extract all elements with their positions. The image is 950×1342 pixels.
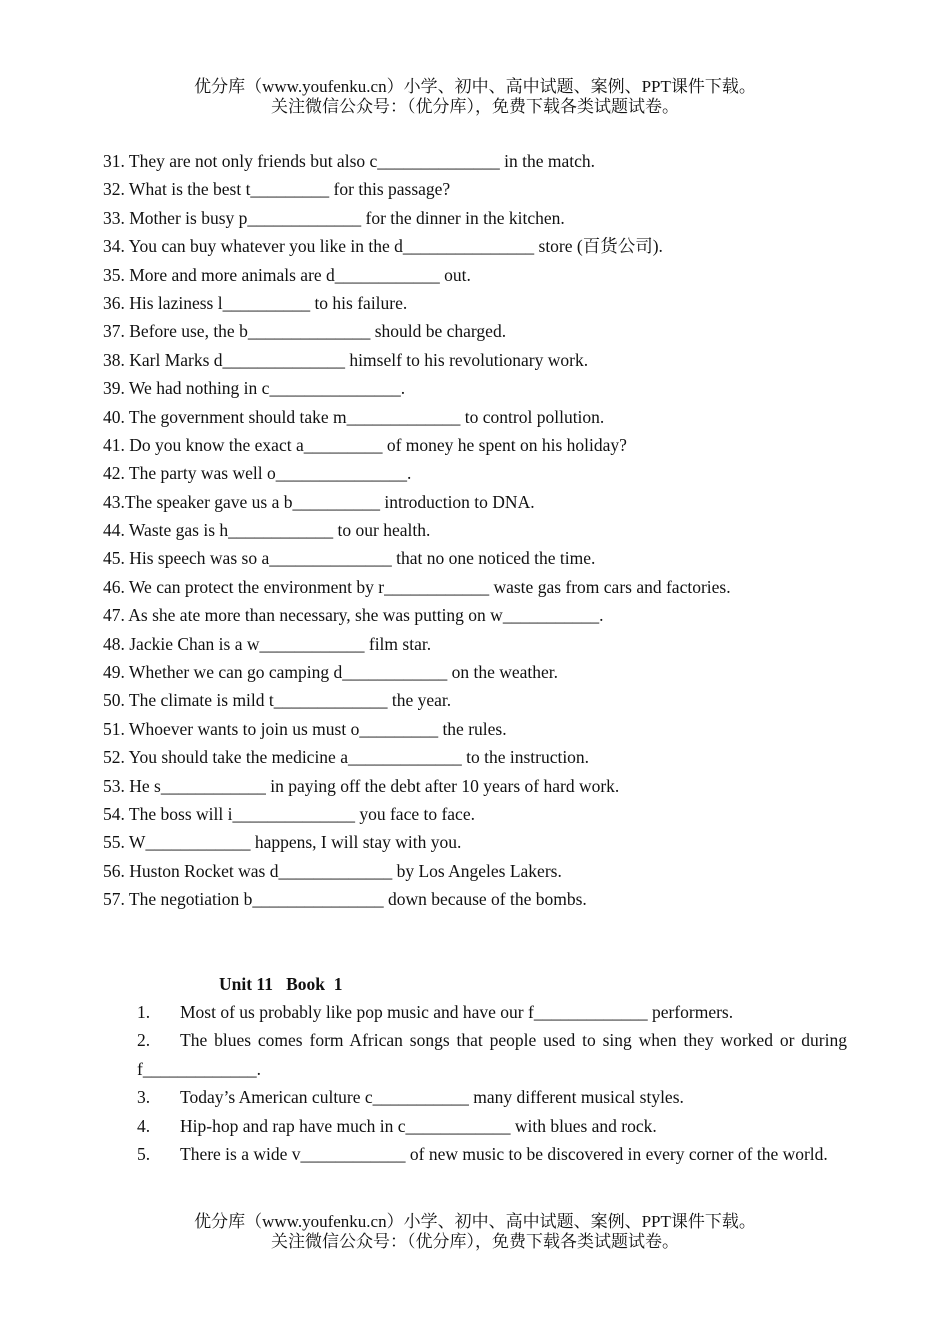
question-43: 43.The speaker gave us a b__________ introduction to DNA. (103, 491, 535, 512)
unit-item-number: 2. (137, 1030, 151, 1051)
unit-item-4 (137, 1112, 847, 1140)
question-53: 53. He s____________ in paying off the debt after 10 years of hard work. (103, 775, 620, 796)
footer-line-1: 优分库（www.youfenku.cn）小学、初中、高中试题、案例、PPT课件下载。 (194, 1212, 756, 1231)
unit-item-3 (137, 1083, 847, 1111)
question-31: 31. They are not only friends but also c______________ in the match. (103, 151, 596, 171)
unit-item-5 (137, 1140, 847, 1168)
unit-item-list (137, 998, 847, 1168)
unit-item-text: The blues comes form African songs that people used to sing when they worked or during f_____________. (137, 1030, 847, 1079)
question-57: 57. The negotiation b_______________ down because of the bombs. (103, 889, 587, 910)
question-45: 45. His speech was so a______________ that no one noticed the time. (103, 548, 596, 569)
question-35: 35. More and more animals are d____________ out. (103, 264, 471, 285)
unit-title: Unit 11 Book 1 (219, 974, 343, 994)
question-39: 39. We had nothing in c_______________. (103, 378, 406, 399)
question-42: 42. The party was well o_______________. (103, 463, 412, 484)
question-47: 47. As she ate more than necessary, she was putting on w___________. (103, 605, 604, 626)
question-33: 33. Mother is busy p_____________ for the dinner in the kitchen. (103, 207, 565, 228)
question-54: 54. The boss will i______________ you face to face. (103, 803, 475, 824)
unit-item-text: There is a wide v____________ of new music to be discovered in every corner of the world. (180, 1144, 828, 1165)
footer-line-2: 关注微信公众号：（优分库），免费下载各类试题试卷。 (271, 1232, 679, 1251)
unit-item-text: Today’s American culture c___________ many different musical styles. (180, 1087, 684, 1108)
unit-item-number: 4. (137, 1115, 151, 1136)
unit-item-number: 3. (137, 1087, 151, 1108)
question-41: 41. Do you know the exact a_________ of money he spent on his holiday? (103, 434, 627, 455)
question-list (103, 147, 863, 914)
question-37: 37. Before use, the b______________ should be charged. (103, 321, 507, 342)
question-49: 49. Whether we can go camping d____________ on the weather. (103, 662, 559, 683)
header-line-2: 关注微信公众号：（优分库），免费下载各类试题试卷。 (271, 97, 679, 116)
unit-item-text: Most of us probably like pop music and have our f_____________ performers. (180, 1002, 734, 1022)
header-line-1: 优分库（www.youfenku.cn）小学、初中、高中试题、案例、PPT课件下载。 (194, 77, 756, 96)
question-38: 38. Karl Marks d______________ himself to his revolutionary work. (103, 349, 589, 370)
question-46: 46. We can protect the environment by r____________ waste gas from cars and factories. (103, 576, 731, 597)
unit-item-2 (137, 1026, 847, 1083)
question-40: 40. The government should take m_____________ to control pollution. (103, 406, 605, 427)
question-55: 55. W____________ happens, I will stay with you. (103, 832, 462, 853)
unit-item-number: 1. (137, 1002, 151, 1022)
page-footer (0, 1212, 950, 1252)
question-56: 56. Huston Rocket was d_____________ by Los Angeles Lakers. (103, 860, 562, 881)
unit-item-1 (137, 998, 847, 1026)
question-50: 50. The climate is mild t_____________ the year. (103, 690, 452, 711)
question-36: 36. His laziness l__________ to his failure. (103, 292, 408, 313)
question-34: 34. You can buy whatever you like in the d_______________ store (百货公司). (103, 236, 663, 257)
unit-item-number: 5. (137, 1144, 151, 1165)
unit-item-text: Hip-hop and rap have much in c____________ with blues and rock. (180, 1115, 657, 1136)
question-32: 32. What is the best t_________ for this passage? (103, 179, 451, 200)
question-48: 48. Jackie Chan is a w____________ film star. (103, 633, 432, 654)
question-52: 52. You should take the medicine a_____________ to the instruction. (103, 747, 590, 768)
page-header (0, 77, 950, 117)
question-51: 51. Whoever wants to join us must o_________ the rules. (103, 718, 507, 739)
question-44: 44. Waste gas is h____________ to our health. (103, 520, 431, 541)
